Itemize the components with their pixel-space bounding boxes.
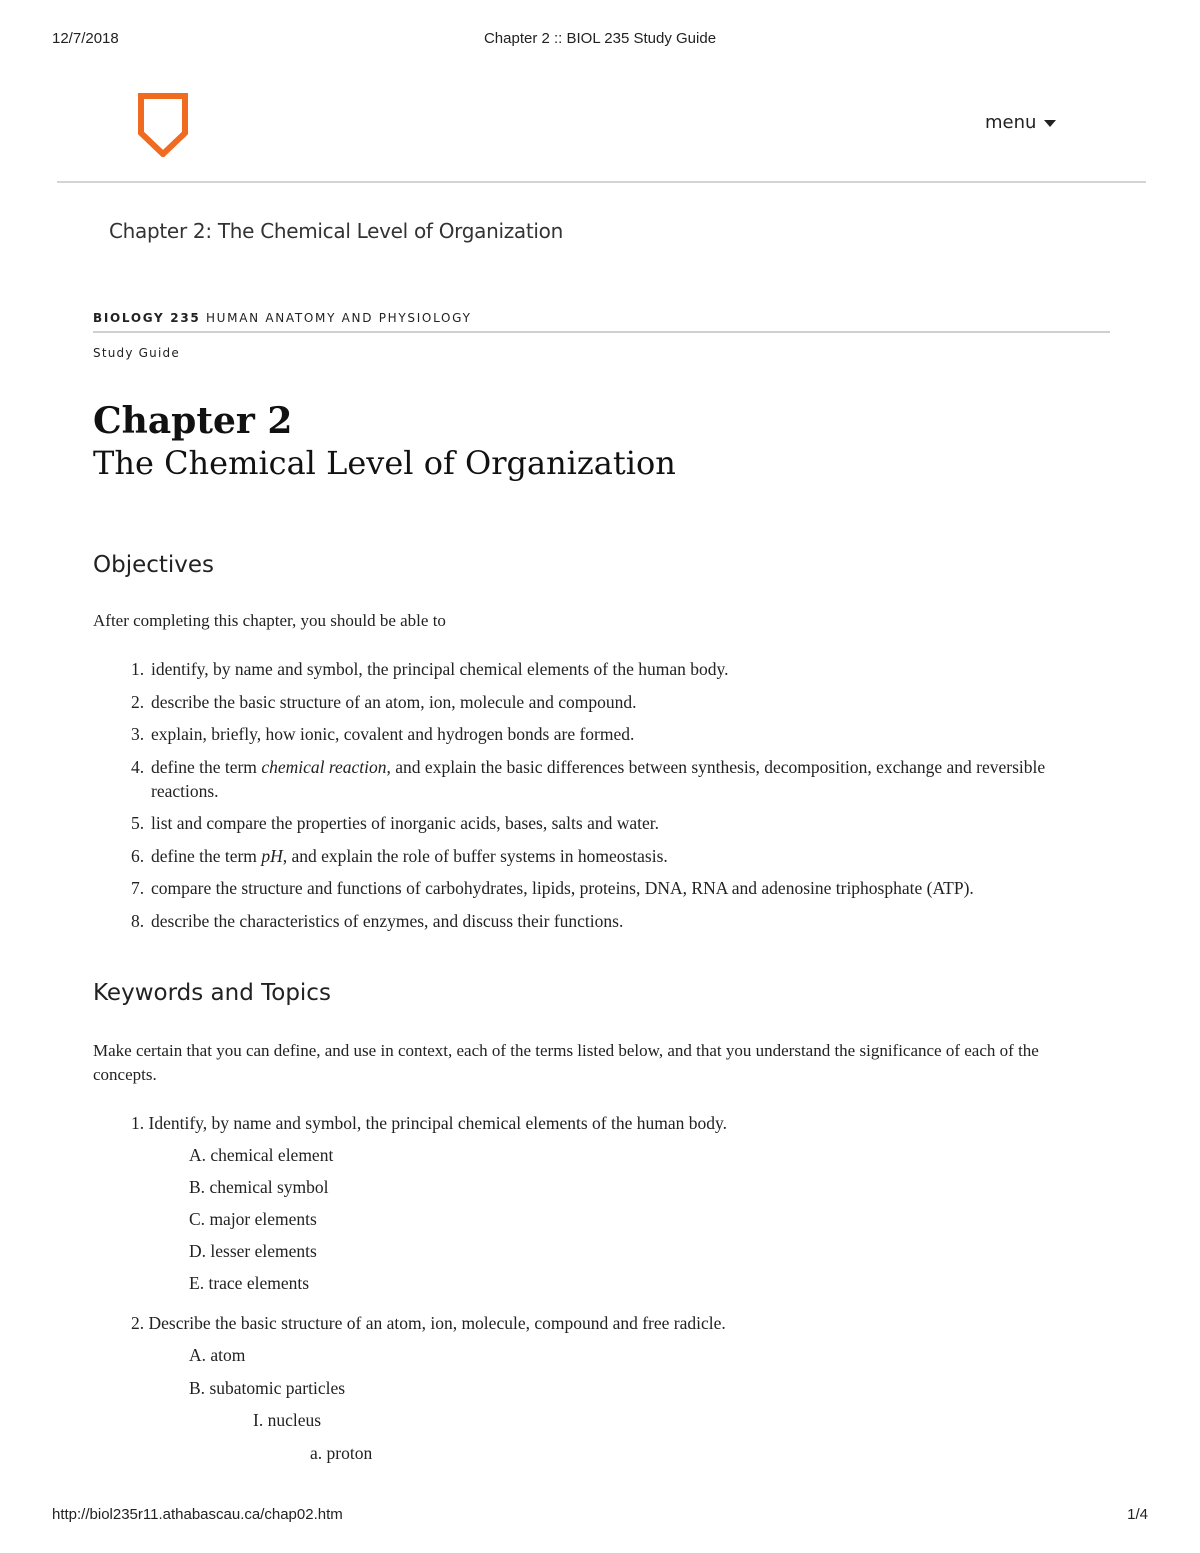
subtopic-item: C. major elements <box>189 1209 317 1229</box>
objective-item: 3. explain, briefly, how ionic, covalent and hydrogen bonds are formed. <box>131 724 635 744</box>
term-emphasis: pH <box>261 845 283 866</box>
header-divider <box>57 181 1146 183</box>
print-footer <box>52 1506 1148 1526</box>
subtopic-item: A. atom <box>189 1345 246 1365</box>
topic-item: 1. Identify, by name and symbol, the principal chemical elements of the human body. <box>131 1113 727 1133</box>
objective-item: 8. describe the characteristics of enzymes, and discuss their functions. <box>131 910 624 931</box>
subtopic-item: E. trace elements <box>189 1273 310 1293</box>
site-title: Chapter 2: The Chemical Level of Organization <box>109 219 563 243</box>
caret-down-icon <box>1044 120 1056 127</box>
course-code: BIOLOGY 235 <box>93 311 201 325</box>
print-header <box>52 30 1148 50</box>
keywords-intro: Make certain that you can define, and use in context, each of the terms listed below, and that you understand the significance of each of the concepts. <box>93 1041 1039 1084</box>
print-page-title: Chapter 2 :: BIOL 235 Study Guide <box>483 30 717 47</box>
chapter-title: The Chemical Level of Organization <box>93 444 676 482</box>
menu-label: menu <box>985 112 1037 133</box>
print-date: 12/7/2018 <box>52 30 119 47</box>
subtopic-item: B. subatomic particles <box>189 1378 346 1398</box>
menu-button[interactable] <box>985 112 1056 133</box>
page-number: 1/4 <box>1127 1506 1148 1523</box>
chapter-number: Chapter 2 <box>93 400 293 442</box>
subtopic-item: B. chemical symbol <box>189 1177 329 1197</box>
course-label <box>93 311 472 325</box>
objective-item: 7. compare the structure and functions of carbohydrates, lipids, proteins, DNA, RNA and adenosine triphosphate (ATP). <box>131 878 974 898</box>
objective-item: 4. define the term chemical reaction, and explain the basic differences between synthesis, decomposition, exchange and reversible reactions. <box>131 756 1046 801</box>
objective-item: 1. identify, by name and symbol, the principal chemical elements of the human body. <box>131 659 729 679</box>
topic-item: 2. Describe the basic structure of an atom, ion, molecule, compound and free radicle. <box>131 1313 726 1333</box>
keywords-heading: Keywords and Topics <box>93 980 331 1006</box>
objective-item: 2. describe the basic structure of an atom, ion, molecule and compound. <box>131 691 637 712</box>
course-divider <box>93 331 1110 333</box>
subtopic-item: A. chemical element <box>189 1145 334 1165</box>
objectives-list <box>93 657 1103 941</box>
page-url: http://biol235r11.athabascau.ca/chap02.htm <box>52 1506 343 1523</box>
objectives-intro: After completing this chapter, you should be able to <box>93 611 446 630</box>
roman-subtopic-item: I. nucleus <box>253 1410 322 1430</box>
shield-logo-icon[interactable] <box>138 93 188 157</box>
objective-item: 6. define the term pH, and explain the role of buffer systems in homeostasis. <box>131 845 668 866</box>
guide-label: Study Guide <box>93 346 180 360</box>
objectives-heading: Objectives <box>93 552 215 578</box>
alpha-subtopic-item: a. proton <box>310 1443 373 1463</box>
term-emphasis: chemical reaction <box>261 756 387 777</box>
course-name: HUMAN ANATOMY AND PHYSIOLOGY <box>205 311 472 325</box>
subtopic-item: D. lesser elements <box>189 1241 317 1261</box>
objective-item: 5. list and compare the properties of inorganic acids, bases, salts and water. <box>131 813 659 833</box>
